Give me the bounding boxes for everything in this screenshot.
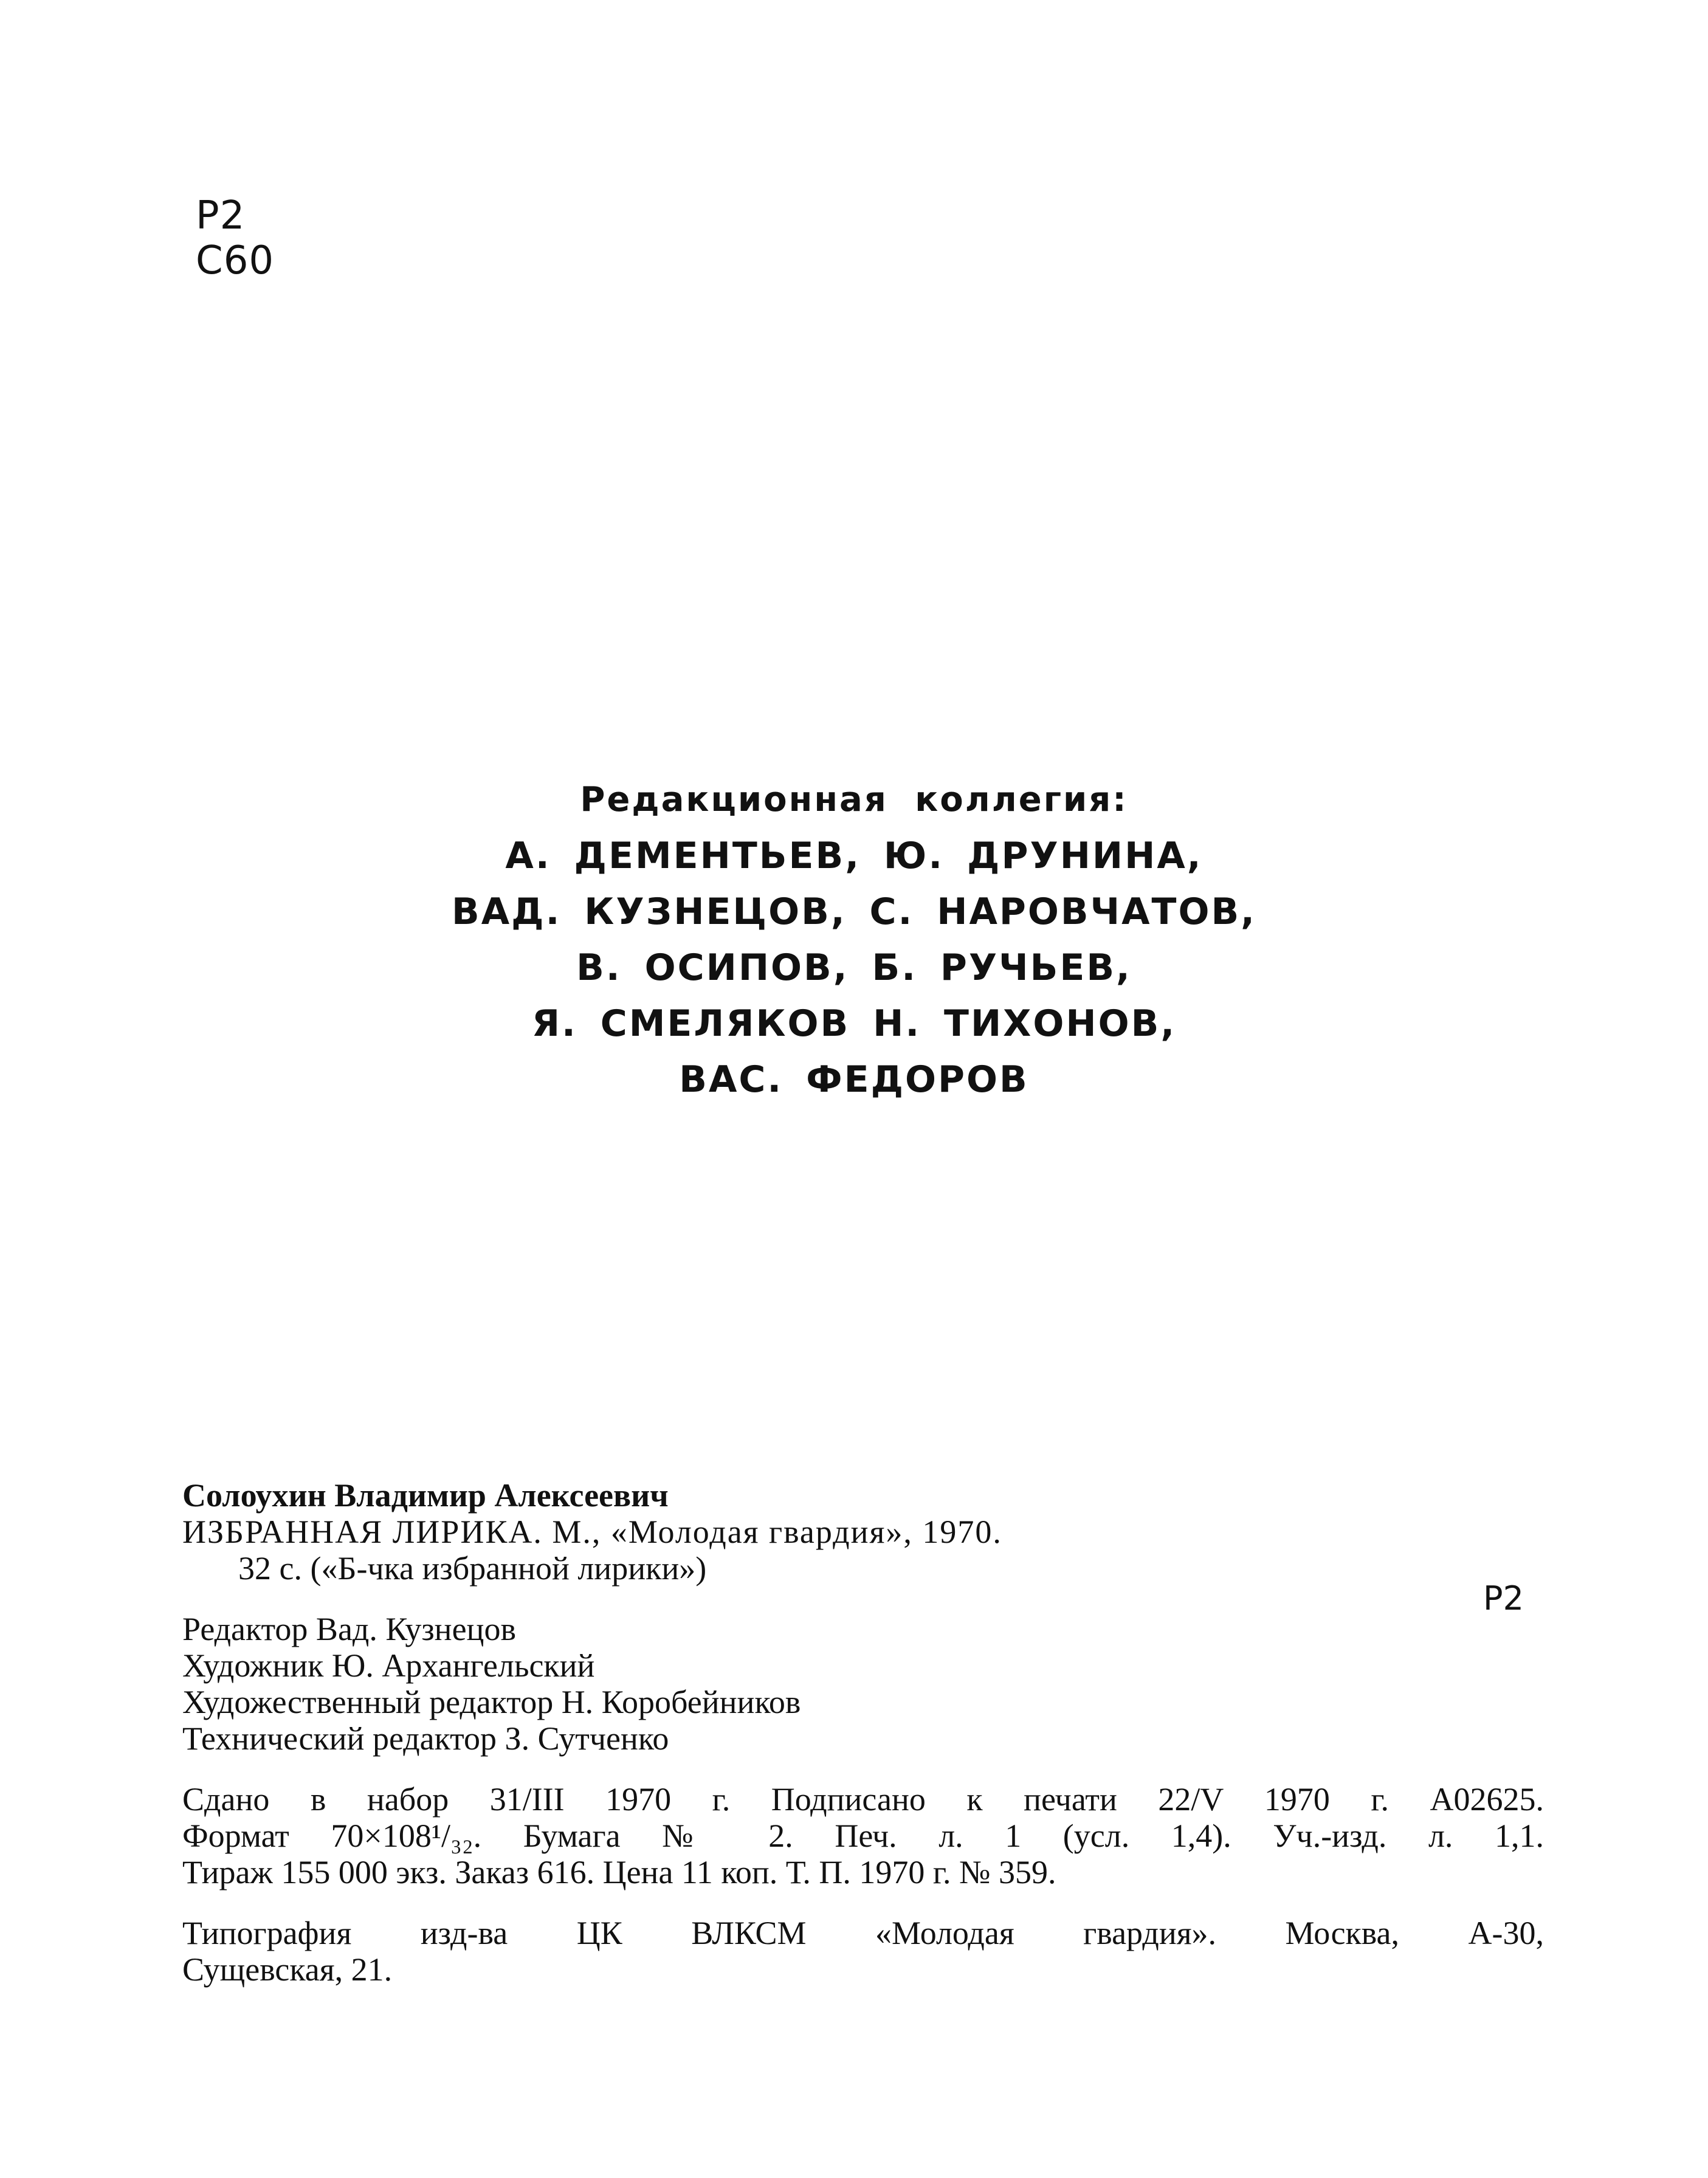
credit-line: Технический редактор З. Сутченко	[182, 1720, 669, 1757]
classification-mark	[196, 193, 274, 283]
classification-line: С60	[196, 238, 275, 283]
credit-line: Художник Ю. Архангельский	[182, 1647, 595, 1684]
classification-code: Р2	[1483, 1579, 1524, 1618]
credit-line: Художественный редактор Н. Коробейников	[182, 1684, 801, 1720]
editorial-board-line: В. ОСИПОВ, Б. РУЧЬЕВ,	[576, 946, 1132, 989]
editorial-board-line: А. ДЕМЕНТЬЕВ, Ю. ДРУНИНА,	[505, 835, 1203, 877]
credit-line: Редактор Вад. Кузнецов	[182, 1611, 516, 1647]
editorial-board-line: ВАС. ФЕДОРОВ	[679, 1058, 1029, 1101]
pages-series-line: 32 с. («Б-чка избранной лирики»)	[238, 1550, 707, 1587]
print-info-line: Тираж 155 000 экз. Заказ 616. Цена 11 коп. Т. П. 1970 г. № 359.	[182, 1854, 1056, 1890]
book-title-line: ИЗБРАННАЯ ЛИРИКА. М., «Молодая гвардия», 1970.	[182, 1514, 1002, 1550]
editorial-board-title: Редакционная коллегия:	[580, 780, 1128, 819]
editorial-board	[0, 772, 1708, 1108]
printer-line: Сущевская, 21.	[182, 1951, 393, 1988]
printer-line: Типография изд-ва ЦК ВЛКСМ «Молодая гвардия». Москва, А-30,	[182, 1915, 1544, 1951]
editorial-board-line: ВАД. КУЗНЕЦОВ, С. НАРОВЧАТОВ,	[452, 891, 1256, 933]
author-name: Солоухин Владимир Алексеевич	[182, 1477, 669, 1514]
print-info-line: Формат 70×108¹/₃₂. Бумага № 2. Печ. л. 1 (усл. 1,4). Уч.-изд. л. 1,1.	[182, 1818, 1544, 1854]
print-info-line: Сдано в набор 31/III 1970 г. Подписано к печати 22/V 1970 г. А02625.	[182, 1781, 1544, 1818]
editorial-board-line: Я. СМЕЛЯКОВ Н. ТИХОНОВ,	[531, 1002, 1177, 1045]
classification-line: Р2	[196, 193, 246, 238]
imprint-block	[182, 1477, 1544, 1988]
